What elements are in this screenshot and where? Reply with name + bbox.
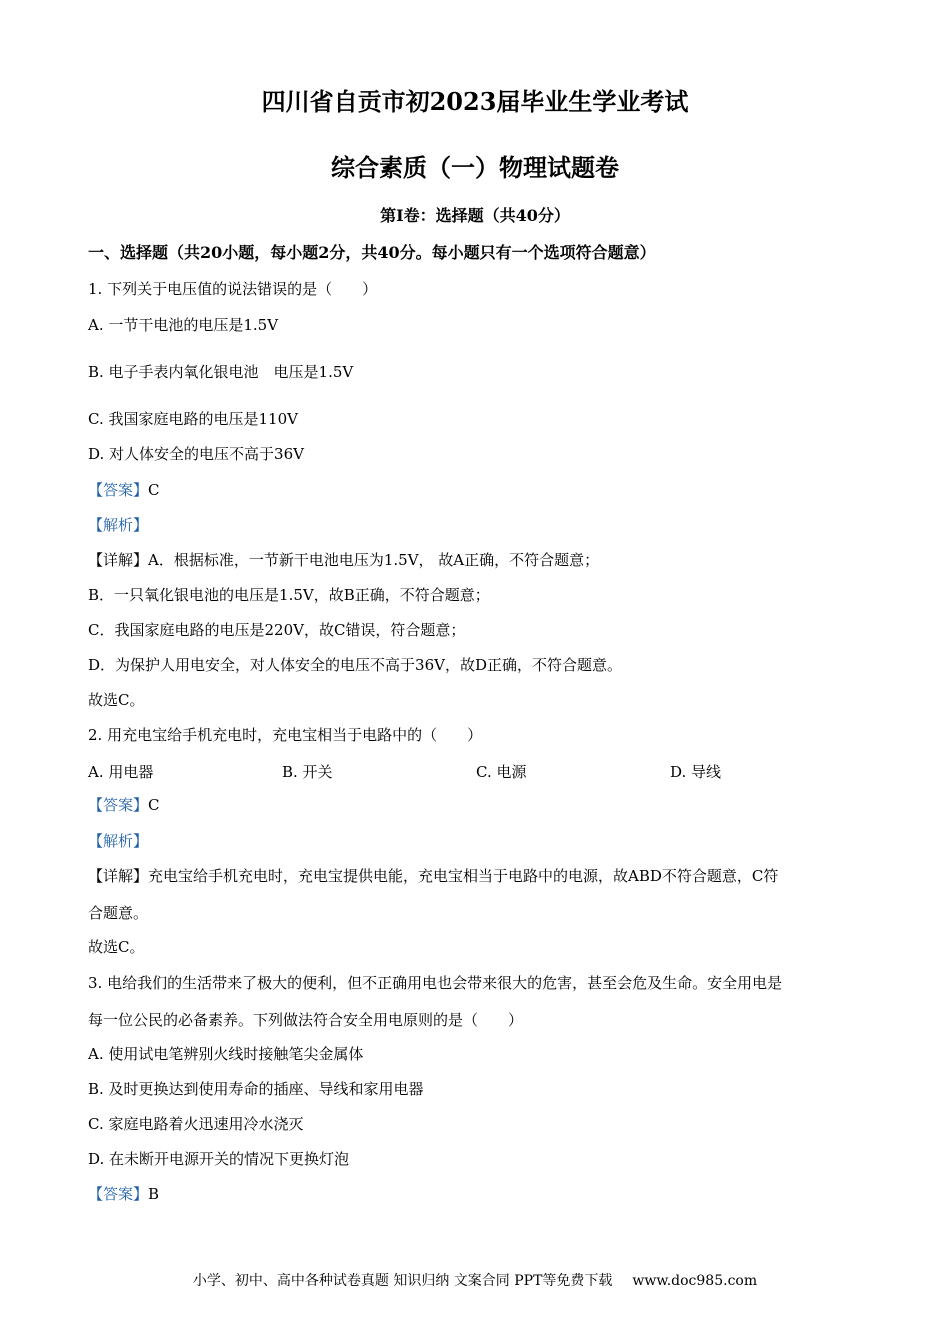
q2-detail-line-2: 合题意。 <box>88 904 149 922</box>
detail-label: 【详解】 <box>88 551 149 569</box>
q2-option-c: C. 电源 <box>476 763 527 781</box>
q1-option-b: B. 电子手表内氧化银电池 电压是1.5V <box>88 363 354 381</box>
page-footer <box>0 1270 950 1290</box>
q1-option-a: A. 一节干电池的电压是1.5V <box>88 316 279 334</box>
part-heading: 一、选择题（共20小题，每小题2分，共40分。每小题只有一个选项符合题意） <box>88 243 656 262</box>
q1-analysis-label: 【解析】 <box>88 516 149 534</box>
q3-answer <box>88 1184 159 1204</box>
q2-option-d: D. 导线 <box>670 763 722 781</box>
q1-conclusion: 故选C。 <box>88 691 145 709</box>
q3-option-b: B. 及时更换达到使用寿命的插座、导线和家用电器 <box>88 1080 424 1098</box>
q1-detail-line-4: D．为保护人用电安全，对人体安全的电压不高于36V，故D正确，不符合题意。 <box>88 656 622 674</box>
detail-label: 【详解】 <box>88 867 149 885</box>
q1-detail-line-1: 【详解】A．根据标准，一节新干电池电压为1.5V， 故A正确，不符合题意； <box>88 551 600 569</box>
footer-url[interactable]: www.doc985.com <box>632 1273 758 1289</box>
q1-detail-line-2: B．一只氧化银电池的电压是1.5V，故B正确，不符合题意； <box>88 586 490 604</box>
q2-conclusion: 故选C。 <box>88 938 145 956</box>
q1-stem: 1. 下列关于电压值的说法错误的是（ ） <box>88 280 378 298</box>
q2-detail-line-1: 【详解】充电宝给手机充电时，充电宝提供电能，充电宝相当于电路中的电源，故ABD不符合题意，C符 <box>88 867 779 885</box>
q2-answer-value: C <box>148 796 160 814</box>
q2-analysis-label: 【解析】 <box>88 832 149 850</box>
q2-option-b: B. 开关 <box>282 763 333 781</box>
answer-label: 【答案】 <box>88 1185 149 1203</box>
q1-detail-line-3: C．我国家庭电路的电压是220V，故C错误，符合题意； <box>88 621 466 639</box>
q3-option-a: A. 使用试电笔辨别火线时接触笔尖金属体 <box>88 1045 364 1063</box>
answer-label: 【答案】 <box>88 481 149 499</box>
q1-answer-value: C <box>148 481 160 499</box>
answer-label: 【答案】 <box>88 796 149 814</box>
q2-answer <box>88 795 160 815</box>
q1-option-d: D. 对人体安全的电压不高于36V <box>88 445 304 463</box>
q1-option-c: C. 我国家庭电路的电压是110V <box>88 410 298 428</box>
q3-option-d: D. 在未断开电源开关的情况下更换灯泡 <box>88 1150 350 1168</box>
exam-subtitle: 综合素质（一）物理试题卷 <box>331 153 619 182</box>
q2-stem: 2. 用充电宝给手机充电时，充电宝相当于电路中的（ ） <box>88 726 483 744</box>
q1-answer <box>88 480 160 500</box>
exam-title: 四川省自贡市初2023届毕业生学业考试 <box>261 87 689 116</box>
q3-stem-line-2: 每一位公民的必备素养。下列做法符合安全用电原则的是（ ） <box>88 1011 524 1029</box>
q2-option-a: A. 用电器 <box>88 763 154 781</box>
footer-text: 小学、初中、高中各种试卷真题 知识归纳 文案合同 PPT等免费下载 <box>192 1273 613 1289</box>
section-title: 第Ⅰ卷：选择题（共40分） <box>380 206 570 225</box>
q3-option-c: C. 家庭电路着火迅速用冷水浇灭 <box>88 1115 304 1133</box>
q3-stem-line-1: 3. 电给我们的生活带来了极大的便利，但不正确用电也会带来很大的危害，甚至会危及生命。安全用电是 <box>88 974 783 992</box>
q3-answer-value: B <box>148 1185 160 1203</box>
